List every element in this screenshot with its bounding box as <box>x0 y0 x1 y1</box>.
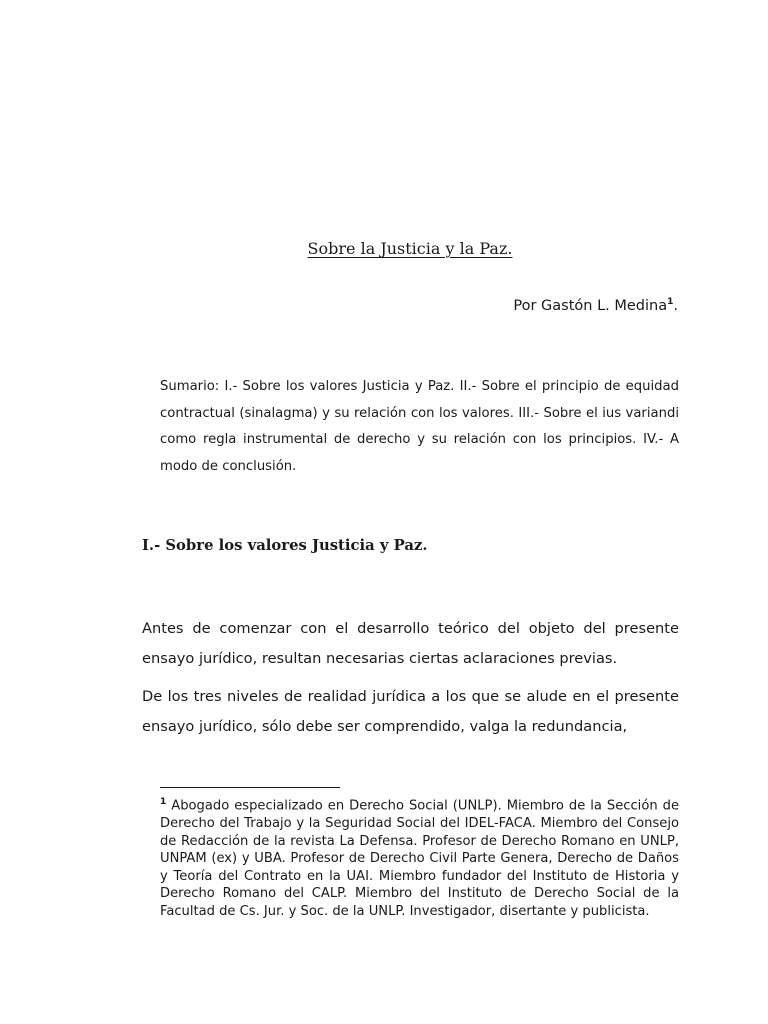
footnote <box>160 794 679 921</box>
footnote-separator <box>160 787 340 788</box>
footnote-marker: 1 <box>160 797 167 807</box>
body-paragraph: De los tres niveles de realidad jurídica a los que se alude en el presente ensayo jurídico, sólo debe ser comprendido, valga la redundancia, <box>142 688 679 735</box>
summary-paragraph: Sumario: I.- Sobre los valores Justicia y Paz. II.- Sobre el principio de equidad contractual (sinalagma) y su relación con los valores. III.- Sobre el ius variandi como regla instrumental de derecho y su relación con los principios. IV.- A modo de conclusión. <box>160 379 679 474</box>
author-line <box>513 297 678 314</box>
document-title: Sobre la Justicia y la Paz. <box>307 239 513 258</box>
body-paragraph: Antes de comenzar con el desarrollo teórico del objeto del presente ensayo jurídico, resultan necesarias ciertas aclaraciones previas. <box>142 620 679 667</box>
footnote-text: Abogado especializado en Derecho Social (UNLP). Miembro de la Sección de Derecho del Trabajo y la Seguridad Social del IDEL-FACA. Miembro del Consejo de Redacción de la revista La Defensa. Profesor de Derecho Romano en UNLP, UNPAM (ex) y UBA. Profesor de Derecho Civil Parte Genera, Derecho de Daños y Teoría del Contrato en la UAI. Miembro fundador del Instituto de Historia y Derecho Romano del CALP. Miembro del Instituto de Derecho Social de la Facultad de Cs. Jur. y Soc. de la UNLP. Investigador, disertante y publicista. <box>160 798 679 919</box>
author-trailing-period: . <box>673 297 678 314</box>
author-name: Por Gastón L. Medina <box>513 297 668 314</box>
author-footnote-marker[interactable]: 1 <box>667 297 674 307</box>
section-heading: I.- Sobre los valores Justicia y Paz. <box>142 537 428 554</box>
